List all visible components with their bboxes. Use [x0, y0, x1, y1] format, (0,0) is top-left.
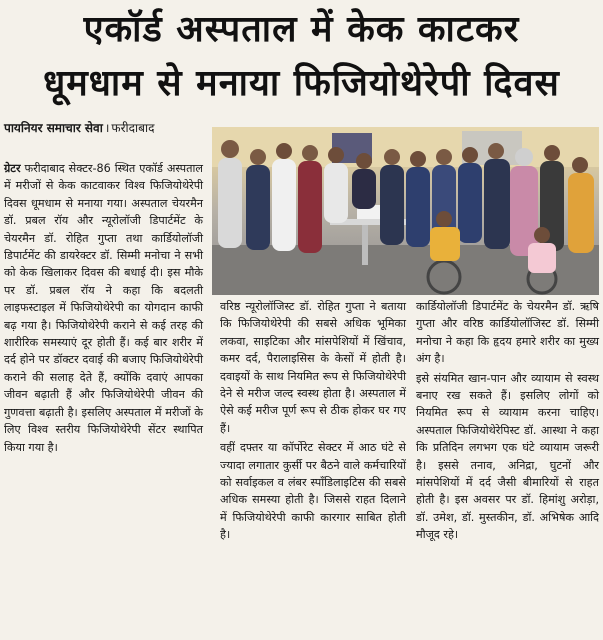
group-photo — [212, 127, 599, 295]
byline-separator: । — [104, 121, 110, 135]
column-3-paragraph-2: इसे संयमित खान-पान और व्यायाम से स्वस्थ बनाए रख सकते हैं। इसलिए लोगों को नियमित रूप से व्यायाम करना चाहिए। अस्पताल फिजियोथेरेपिस्ट डॉ. आस्था ने कहा कि प्रतिदिन लगभग एक घंटे व्यायाम जरूरी है। इससे तनाव, अनिद्रा, घुटनों और मांसपेशियों में दर्द जैसी बीमारियों से राहत होती है। इस अवसर पर डॉ. हिमांशु अरोड़ा, डॉ. उमेश, डॉ. मुस्तकीन, डॉ. अभिषेक आदि मौजूद रहे। — [416, 371, 599, 542]
column-3-paragraph-1: कार्डियोलॉजी डिपार्टमेंट के चेयरमैन डॉ. ऋषि गुप्ता और वरिष्ठ कार्डियोलॉजिस्ट डॉ. सिम्मी मनोचा ने कहा कि हृदय हमारे शरीर का मुख्य अंग है। — [416, 300, 599, 366]
column-2-paragraph-1: वरिष्ठ न्यूरोलॉजिस्ट डॉ. रोहित गुप्ता ने बताया कि फिजियोथेरेपी की सबसे अधिक भूमिका लकवा, साइटिका और मांसपेशियों में खिंचाव, कमर दर्द, पैरालाइसिस के केसों में होती है। दवाइयों के साथ नियमित रूप से फिजियोथेरेपी देने से मरीज जल्द स्वस्थ होता है। अस्पताल में ऐसे कई मरीज पूर्ण रूप से ठीक होकर घर गए हैं। — [220, 300, 406, 435]
article-column-3 — [416, 298, 599, 544]
article-lead-word: ग्रेटर — [4, 162, 21, 175]
article-column-2 — [220, 298, 406, 544]
headline-line-1: एकॉर्ड अस्पताल में केक काटकर — [83, 9, 520, 50]
headline-line-2: धूमधाम से मनाया फिजियोथेरेपी दिवस — [43, 63, 560, 104]
column-2-paragraph-2: वहीं दफ्तर या कॉर्पोरेट सेक्टर में आठ घंटे से ज्यादा लगातार कुर्सी पर बैठने वाले कर्मचारियों को सर्वाइकल व लंबर स्पॉंडिलाइटिस की सबसे अधिक समस्या होती है। जिससे राहत दिलाने में फिजियोथेरेपी काफी कारगार साबित होती है। — [220, 441, 406, 542]
byline-city: फरीदाबाद — [111, 121, 155, 135]
article-column-1 — [4, 160, 203, 456]
column-1-paragraph — [4, 160, 203, 456]
group-photo-icon — [212, 127, 599, 295]
byline — [4, 120, 154, 136]
byline-agency: पायनियर समाचार सेवा — [4, 121, 103, 135]
column-1-text: फरीदाबाद सेक्टर-86 स्थित एकॉर्ड अस्पताल में मरीजों से केक काटवाकर विश्व फिजियोथेरेपी दिवस धूमधाम से मनाया गया। अस्पताल चेयरमैन डॉ. प्रबल रॉय और न्यूरोलॉजी डिपार्टमेंट के चेयरमैन डॉ. रोहित गुप्ता तथा कार्डियोलॉजी डिपार्टमेंट की डायरेक्टर डॉ. सिम्मी मनोचा ने सभी को केक खिलाकर दिवस की बधाई दी। इस मौके पर डॉ. प्रबल रॉय ने कहा कि बदलती लाइफस्टाइल में फिजियोथेरेपी का योगदान काफी बढ़ गया है। फिजियोथेरेपी कराने से कई तरह की शारीरिक समस्याएं दूर होती हैं। कई बार शरीर में दर्द होने पर डॉक्टर दवाई की बजाए फिजियोथेरेपी कराने की सलाह देते हैं, क्योंकि दवाएं आपका जीवन बढ़ाती हैं और फिजियोथेरेपी जीवन की गुणवत्ता बढ़ाती है। इसलिए अस्पताल में मरीजों के लिए विश्व स्तरीय फिजियोथेरेपी सेंटर स्थापित किया गया है। — [4, 162, 203, 454]
